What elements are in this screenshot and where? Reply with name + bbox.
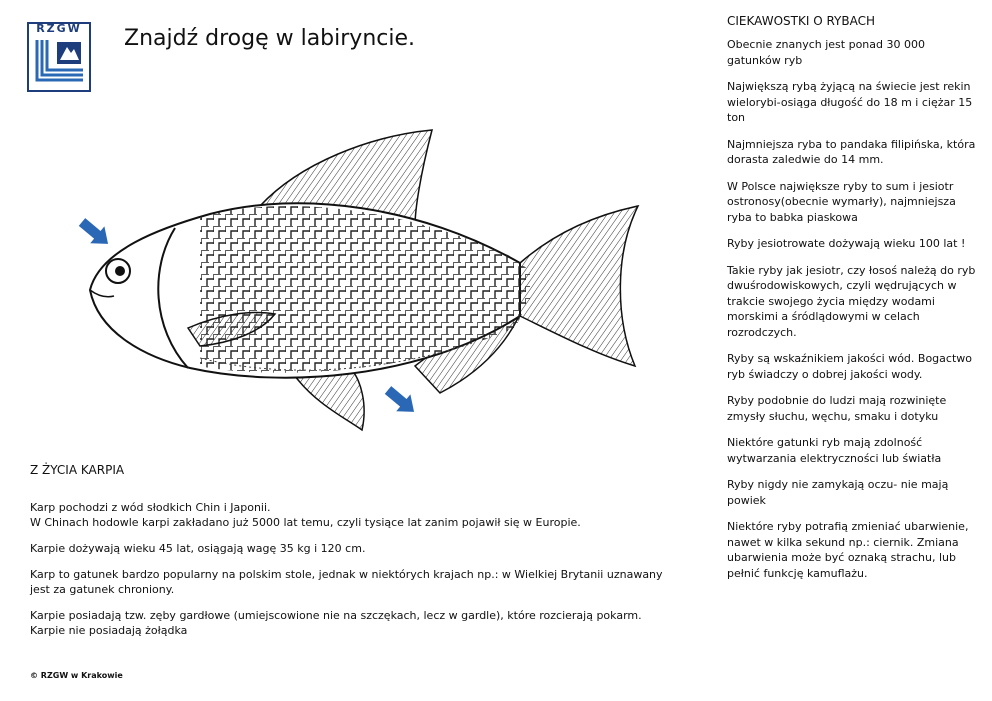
fish-fact: Ryby nigdy nie zamykają oczu- nie mają powiek [727, 478, 949, 507]
carp-facts [30, 500, 670, 638]
fish-fact: Takie ryby jak jesiotr, czy łosoś należą do ryb dwuśrodowiskowych, czyli wędrujących w trakcie swojego życia między wodami morskimi a śródlądowymi w celach rozrodczych. [727, 263, 976, 339]
fish-fact: Niektóre ryby potrafią zmieniać ubarwienie, nawet w kilka sekund np.: ciernik. Zmiana ubarwienia może być oznaką strachu, lub pełnić funkcję kamuflażu. [727, 520, 969, 580]
tail-fin [520, 206, 638, 366]
rzgw-logo [27, 22, 91, 92]
fish-fact: Obecnie znanych jest ponad 30 000 gatunków ryb [727, 38, 925, 67]
ventral-fin [295, 370, 364, 430]
fish-fact: Najmniejsza ryba to pandaka filipińska, która dorasta zaledwie do 14 mm. [727, 137, 976, 166]
carp-section-heading: Z ŻYCIA KARPIA [30, 463, 125, 477]
fish-fact: W Polsce największe ryby to sum i jesiotr ostronosy(obecnie wymarły), najmniejsza ryba to babka piaskowa [727, 179, 956, 224]
fish-fact: Niektóre gatunki ryb mają zdolność wytwarzania elektryczności lub światła [727, 436, 942, 465]
logo-text: RZGW [36, 22, 82, 35]
fish-fact: Ryby są wskaźnikiem jakości wód. Bogactwo ryb świadczy o dobrej jakości wody. [727, 352, 972, 381]
carp-fact: W Chinach hodowle karpi zakładano już 5000 lat temu, czyli tysiące lat zanim pojawił się w Europie. [30, 516, 581, 529]
page-title: Znajdź drogę w labiryncie. [124, 26, 415, 51]
arrow-down-right-icon [75, 214, 115, 253]
arrow-down-right-icon [381, 382, 421, 421]
fish-facts-column [727, 14, 977, 592]
carp-fact: Karpie nie posiadają żołądka [30, 624, 188, 637]
fish-facts-heading: CIEKAWOSTKI O RYBACH [727, 14, 875, 28]
carp-fact: Karp pochodzi z wód słodkich Chin i Japonii. [30, 501, 271, 514]
copyright-note: © RZGW w Krakowie [30, 671, 123, 680]
fish-fact: Ryby jesiotrowate dożywają wieku 100 lat ! [727, 237, 966, 250]
carp-fact: Karpie posiadają tzw. zęby gardłowe (umiejscowione nie na szczękach, lecz w gardle), które rozcierają pokarm. [30, 609, 642, 622]
fish-fact: Ryby podobnie do ludzi mają rozwinięte zmysły słuchu, węchu, smaku i dotyku [727, 394, 947, 423]
carp-fact: Karp to gatunek bardzo popularny na polskim stole, jednak w niektórych krajach np.: w Wielkiej Brytanii uznawany jest za gatunek chroniony. [30, 568, 663, 596]
carp-fact: Karpie dożywają wieku 45 lat, osiągają wagę 35 kg i 120 cm. [30, 542, 366, 555]
fish-fact: Największą rybą żyjącą na świecie jest rekin wielorybi-osiąga długość do 18 m i ciężar 15 ton [727, 80, 973, 124]
fish-maze-illustration [70, 118, 640, 448]
